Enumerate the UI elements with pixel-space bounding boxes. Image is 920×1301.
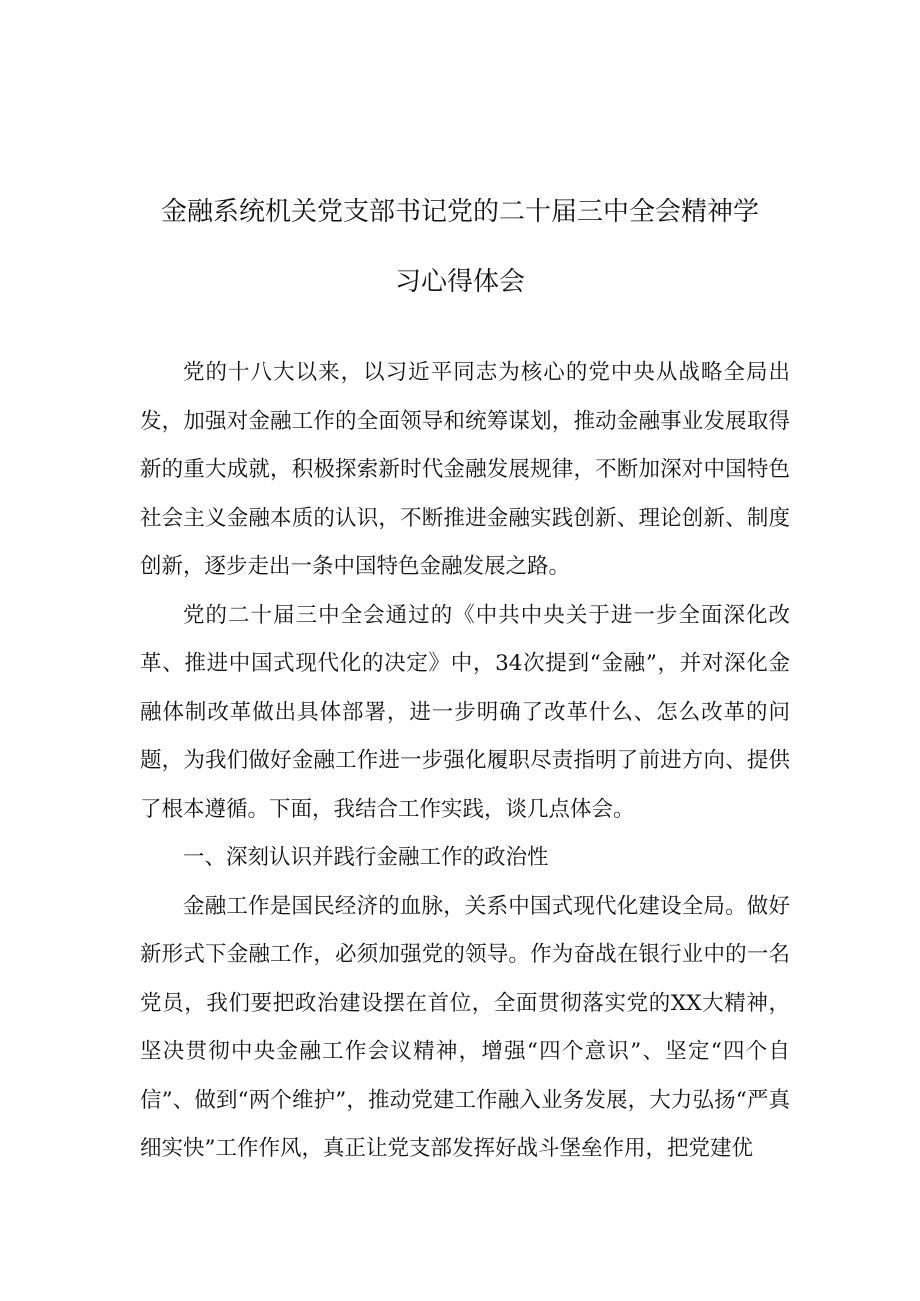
paragraph-decision: 党的二十届三中全会通过的《中共中央关于进一步全面深化改革、推进中国式现代化的决定》中，34次提到“金融”，并对深化金融体制改革做出具体部署，进一步明确了改革什么、怎么改革的问题，为我们做好金融工作进一步强化履职尽责指明了前进方向、提供了根本遵循。下面，我结合工作实践，谈几点体会。: [140, 602, 790, 822]
document-title-line1: 金融系统机关党支部书记党的二十届三中全会精神学: [160, 197, 759, 227]
document-body: [140, 349, 790, 1174]
paragraph-section-one: 金融工作是国民经济的血脉，关系中国式现代化建设全局。做好新形式下金融工作，必须加强党的领导。作为奋战在银行业中的一名党员，我们要把政治建设摆在首位，全面贯彻落实党的XX大精神，坚决贯彻中央金融工作会议精神，增强“四个意识”、坚定“四个自信”、做到“两个维护”，推动党建工作融入业务发展，大力弘扬“严真细实快”工作作风，真正让党支部发挥好战斗堡垒作用，把党建优: [140, 893, 790, 1161]
section-heading: 一、深刻认识并践行金融工作的政治性: [183, 845, 549, 870]
document-title-line2: 习心得体会: [394, 267, 525, 297]
paragraph-intro: 党的十八大以来，以习近平同志为核心的党中央从战略全局出发，加强对金融工作的全面领导和统筹谋划，推动金融事业发展取得新的重大成就，积极探索新时代金融发展规律，不断加深对中国特色社会主义金融本质的认识，不断推进金融实践创新、理论创新、制度创新，逐步走出一条中国特色金融发展之路。: [140, 360, 790, 579]
